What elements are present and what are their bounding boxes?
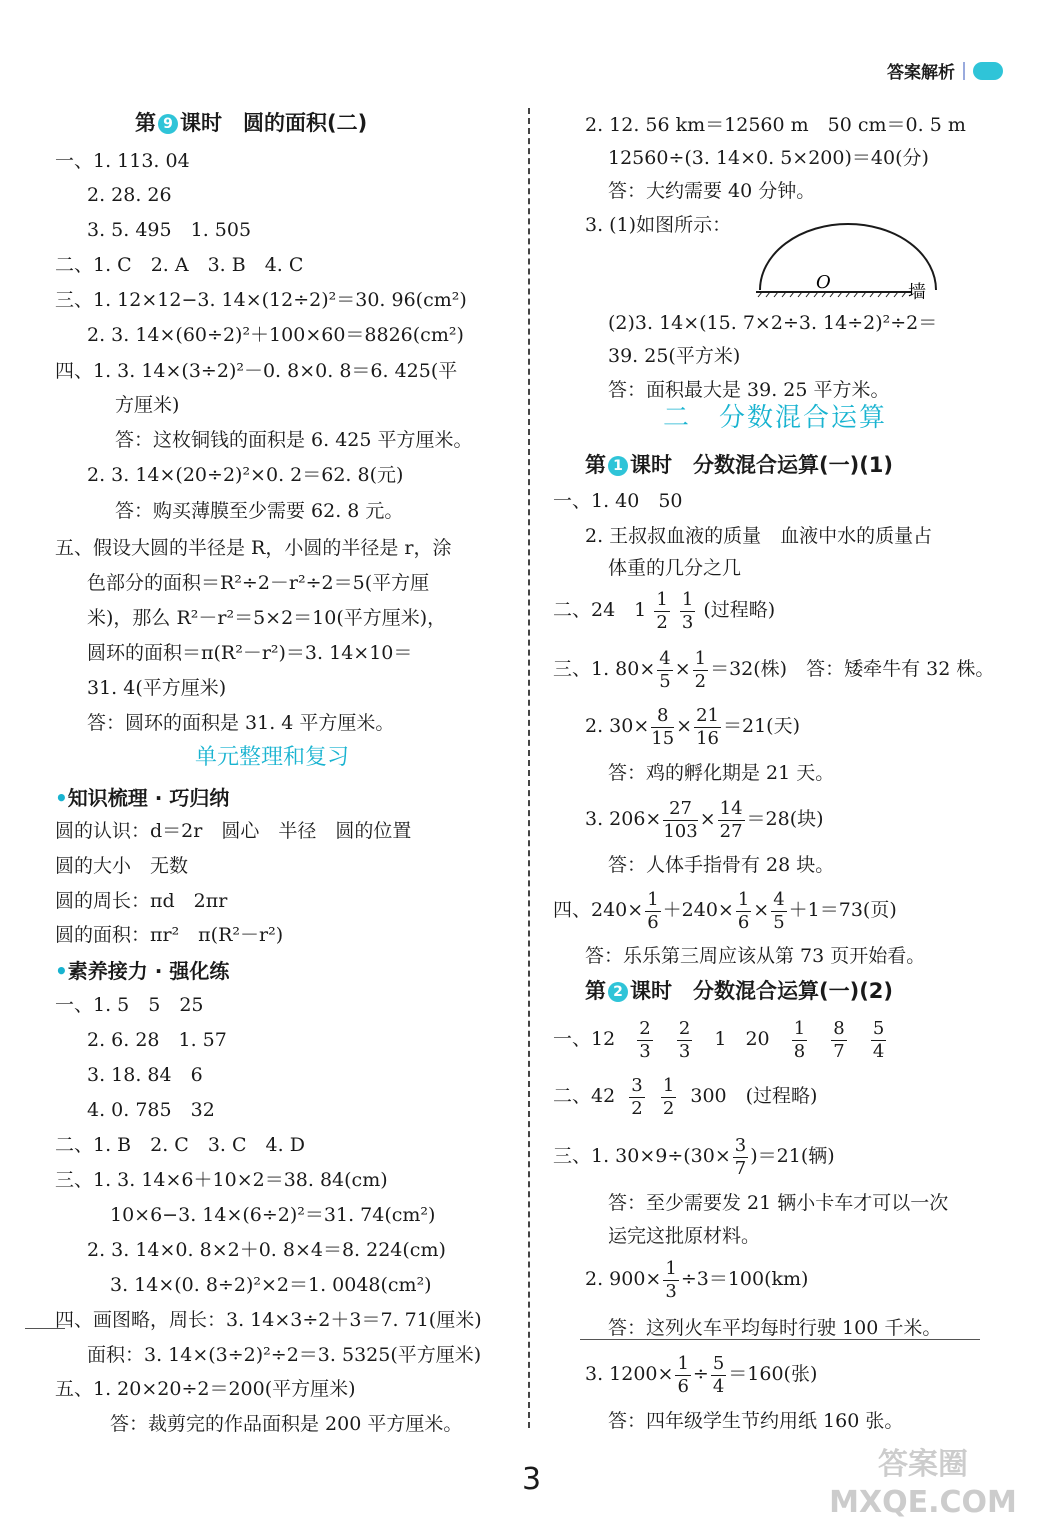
answer-line: 2. 王叔叔血液的质量 血液中水的质量占 — [585, 525, 933, 547]
fraction: $\frac{1}{2}$ — [694, 647, 707, 692]
answer-line: 3. (1)如图所示： — [585, 214, 732, 236]
bullet-icon: • — [55, 786, 68, 810]
fraction: $\frac{3}{2}$ — [631, 1074, 643, 1119]
answer-line: 31. 4(平方厘米) — [87, 677, 227, 699]
answer-line: 三、1. 3. 14×6＋10×2＝38. 84(cm) — [55, 1169, 388, 1191]
answer-line: 答：裁剪完的作品面积是 200 平方厘米。 — [110, 1413, 463, 1435]
page-number: 3 — [521, 1462, 542, 1497]
answer-line: 一、1. 5 5 25 — [55, 994, 204, 1016]
subsection-title: •素养接力 · 强化练 — [55, 959, 230, 983]
answer-line: 圆环的面积＝π(R²－r²)＝3. 14×10＝ — [87, 642, 413, 664]
answer-line-fraction: 2. 30× $\frac{8}{15}$ × $\frac{21}{16}$ ＝21(天) — [585, 704, 801, 749]
answer-line: 答：鸡的孵化期是 21 天。 — [608, 762, 835, 784]
fraction: $\frac{1}{3}$ — [665, 1257, 677, 1302]
fraction: $\frac{4}{5}$ — [659, 647, 671, 692]
fraction: $\frac{8}{7}$ — [833, 1017, 845, 1062]
answer-line: 圆的大小 无数 — [55, 855, 189, 877]
answer-line: 二、1. B 2. C 3. C 4. D — [55, 1134, 305, 1156]
answer-line-fraction: 四、240× $\frac{1}{6}$ ＋240× $\frac{1}{6}$ × $\frac{4}{5}$ ＋1＝73(页) — [553, 888, 897, 933]
underline-rule — [580, 1339, 980, 1340]
answer-line: 2. 3. 14×0. 8×2＋0. 8×4＝8. 224(cm) — [87, 1239, 446, 1261]
fraction: $\frac{1}{8}$ — [793, 1017, 806, 1062]
watermark: 答案圈 MXQE.COM — [829, 1447, 1017, 1520]
answer-line-fraction: 一、12 $\frac{2}{3}$ $\frac{2}{3}$ 1 20 $\frac{1}{8}$ $\frac{8}{7}$ $\frac{5}{4}$ — [553, 1017, 885, 1062]
answer-line: (2)3. 14×(15. 7×2÷3. 14÷2)²÷2＝ — [608, 312, 938, 334]
answer-line: 答：圆环的面积是 31. 4 平方厘米。 — [87, 712, 395, 734]
answer-line: 3. 5. 495 1. 505 — [87, 219, 252, 241]
answer-line: 色部分的面积＝R²÷2－r²÷2＝5(平方厘 — [87, 572, 430, 594]
answer-line-fraction: 二、24 1 $\frac{1}{2}$ $\frac{1}{3}$ (过程略) — [553, 588, 776, 633]
header-logo-icon — [973, 62, 1003, 80]
lesson-number-badge: 2 — [608, 982, 628, 1002]
answer-line: 答：面积最大是 39. 25 平方米。 — [608, 379, 890, 401]
answer-line-fraction: 3. 1200× $\frac{1}{6}$ ÷ $\frac{5}{4}$ ＝160(张) — [585, 1352, 818, 1397]
section-title-review: 单元整理和复习 — [195, 745, 350, 770]
answer-line: 3. 18. 84 6 — [87, 1064, 203, 1086]
answer-line: 答：这列火车平均每时行驶 100 千米。 — [608, 1317, 942, 1339]
answer-line: 圆的认识：d＝2r 圆心 半径 圆的位置 — [55, 820, 412, 842]
answer-line: 2. 3. 14×(20÷2)²×0. 2＝62. 8(元) — [87, 464, 404, 486]
answer-line: 答：这枚铜钱的面积是 6. 425 平方厘米。 — [115, 429, 473, 451]
answer-line: 圆的周长：πd 2πr — [55, 890, 228, 912]
answer-line: 一、1. 113. 04 — [55, 150, 190, 172]
answer-line: 方厘米) — [115, 394, 180, 416]
answer-line: 答：乐乐第三周应该从第 73 页开始看。 — [585, 945, 926, 967]
answer-line: 2. 3. 14×(60÷2)²＋100×60＝8826(cm²) — [87, 324, 464, 346]
fraction: $\frac{1}{2}$ — [662, 1074, 675, 1119]
fraction: $\frac{2}{3}$ — [639, 1017, 651, 1062]
answer-line: 2. 6. 28 1. 57 — [87, 1029, 227, 1051]
fraction: $\frac{2}{3}$ — [678, 1017, 691, 1062]
answer-line: 答：人体手指骨有 28 块。 — [608, 854, 835, 876]
subsection-title: •知识梳理 · 巧归纳 — [55, 786, 230, 810]
fraction: $\frac{4}{5}$ — [773, 888, 785, 933]
answer-line: 一、1. 40 50 — [553, 490, 683, 512]
fraction: $\frac{1}{3}$ — [681, 588, 694, 633]
answer-line: 39. 25(平方米) — [608, 345, 741, 367]
lesson-heading-2: 第 2 课时 分数混合运算(一)(2) — [585, 979, 894, 1003]
fraction: $\frac{1}{6}$ — [677, 1352, 689, 1397]
lesson-heading-1: 第 1 课时 分数混合运算(一)(1) — [585, 453, 894, 477]
answer-line: 答：购买薄膜至少需要 62. 8 元。 — [115, 500, 404, 522]
answer-line: 面积：3. 14×(3÷2)²÷2＝3. 5325(平方厘米) — [87, 1344, 482, 1366]
answer-line-fraction: 二、42 $\frac{3}{2}$ $\frac{1}{2}$ 300 (过程略) — [553, 1074, 818, 1119]
answer-line: 答：四年级学生节约用纸 160 张。 — [608, 1410, 904, 1432]
center-label: O — [816, 272, 831, 293]
answer-line: 体重的几分之几 — [608, 557, 742, 579]
fraction: $\frac{1}{6}$ — [737, 888, 750, 933]
fraction: $\frac{5}{4}$ — [872, 1017, 885, 1062]
answer-line: 4. 0. 785 32 — [87, 1099, 215, 1121]
answer-line: 答：至少需要发 21 辆小卡车才可以一次 — [608, 1192, 949, 1214]
answer-line: 10×6−3. 14×(6÷2)²＝31. 74(cm²) — [110, 1204, 436, 1226]
unit-title: 二 分数混合运算 — [663, 403, 888, 433]
column-divider — [528, 108, 530, 1428]
fraction: $\frac{3}{7}$ — [734, 1134, 747, 1179]
answer-line: 3. 14×(0. 8÷2)²×2＝1. 0048(cm²) — [110, 1274, 432, 1296]
fraction: $\frac{5}{4}$ — [712, 1352, 725, 1397]
answer-line: 12560÷(3. 14×0. 5×200)＝40(分) — [608, 147, 929, 169]
margin-rule — [25, 1328, 65, 1329]
fraction: $\frac{21}{16}$ — [696, 704, 719, 749]
fraction: $\frac{1}{2}$ — [656, 588, 668, 633]
answer-line: 米)，那么 R²－r²＝5×2＝10(平方厘米)， — [87, 607, 447, 629]
answer-line: 二、1. C 2. A 3. B 4. C — [55, 254, 304, 276]
answer-line: 2. 12. 56 km＝12560 m 50 cm＝0. 5 m — [585, 114, 966, 136]
answer-line-fraction: 三、1. 30×9÷(30× $\frac{3}{7}$ )＝21(辆) — [553, 1134, 835, 1179]
fraction: $\frac{1}{6}$ — [647, 888, 659, 933]
answer-line: 2. 28. 26 — [87, 184, 172, 206]
answer-line-fraction: 3. 206× $\frac{27}{103}$ × $\frac{14}{27}$ ＝28(块) — [585, 797, 824, 842]
lesson-number-badge: 1 — [608, 456, 628, 476]
answer-line: 四、画图略，周长：3. 14×3÷2＋3＝7. 71(厘米) — [55, 1309, 482, 1331]
bullet-icon: • — [55, 959, 68, 983]
answer-line: 三、1. 12×12−3. 14×(12÷2)²＝30. 96(cm²) — [55, 289, 467, 311]
answer-line: 四、1. 3. 14×(3÷2)²－0. 8×0. 8＝6. 425(平 — [55, 360, 458, 382]
lesson-heading-9: 第 9 课时 圆的面积(二) — [135, 111, 368, 135]
answer-line: 五、1. 20×20÷2＝200(平方厘米) — [55, 1378, 356, 1400]
header-title: 答案解析 — [887, 63, 955, 83]
page-header — [887, 58, 1003, 83]
answer-line-fraction: 三、1. 80× $\frac{4}{5}$ × $\frac{1}{2}$ ＝32(株) 答：矮牵牛有 32 株。 — [553, 647, 995, 692]
answer-line: 运完这批原材料。 — [608, 1225, 761, 1247]
answer-line: 答：大约需要 40 分钟。 — [608, 180, 816, 202]
answer-line-fraction: 2. 900× $\frac{1}{3}$ ÷3＝100(km) — [585, 1257, 809, 1302]
answer-line: 圆的面积：πr² π(R²－r²) — [55, 924, 284, 946]
wall-label: 墙 — [908, 282, 926, 302]
fraction: $\frac{14}{27}$ — [719, 797, 743, 842]
lesson-number-badge: 9 — [158, 114, 178, 134]
fraction: $\frac{8}{15}$ — [651, 704, 675, 749]
header-divider — [963, 62, 965, 80]
semicircle-figure — [748, 212, 948, 302]
answer-line: 五、假设大圆的半径是 R，小圆的半径是 r，涂 — [55, 537, 452, 559]
fraction: $\frac{27}{103}$ — [663, 797, 698, 842]
